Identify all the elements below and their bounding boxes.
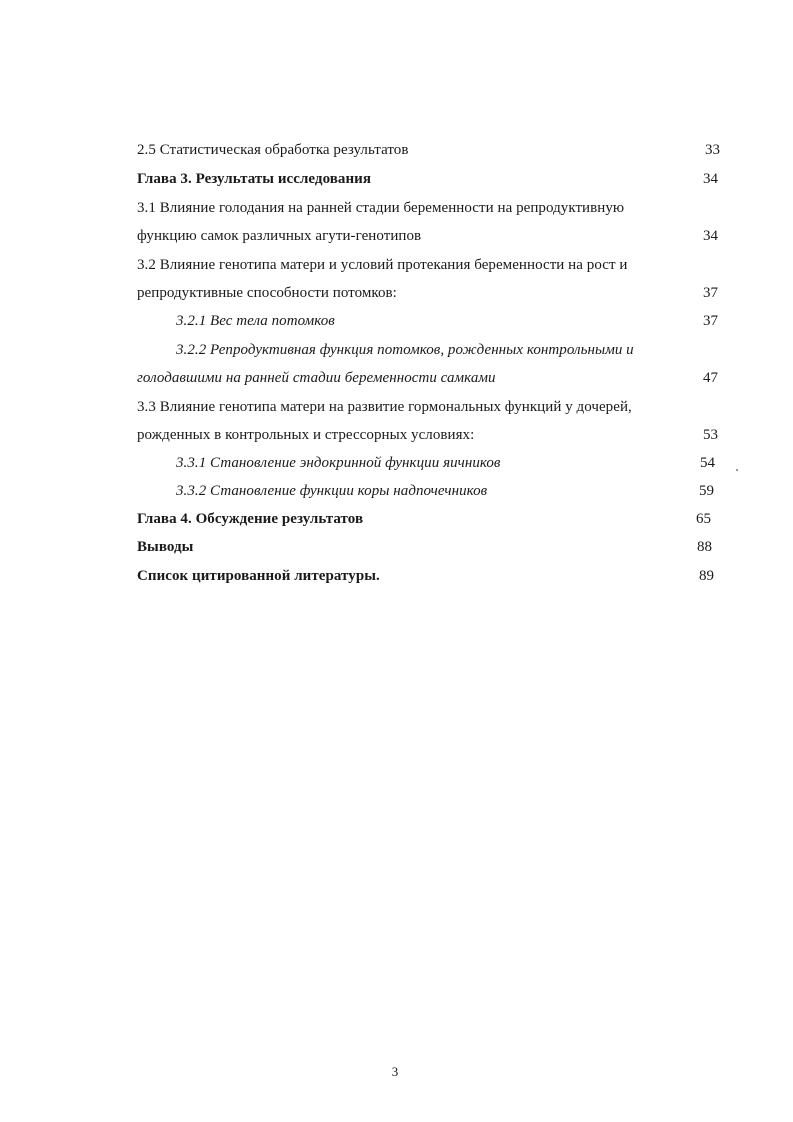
scan-dust-mark xyxy=(736,469,738,471)
toc-entry-3-3-2: 3.3.2 Становление функции коры надпочечников xyxy=(176,483,488,499)
toc-entry-3-2-line1: 3.2 Влияние генотипа матери и условий протекания беременности на рост и xyxy=(137,257,628,273)
toc-entry-3-2-1: 3.2.1 Вес тела потомков xyxy=(176,313,335,329)
toc-entry-chapter-3: Глава 3. Результаты исследования xyxy=(137,171,371,187)
toc-page-chapter-3: 34 xyxy=(703,171,718,187)
toc-entry-3-1-line1: 3.1 Влияние голодания на ранней стадии беременности на репродуктивную xyxy=(137,200,625,216)
toc-page-3-3-1: 54 xyxy=(700,455,715,471)
toc-entry-conclusions: Выводы xyxy=(137,539,194,555)
toc-entry-references: Список цитированной литературы. xyxy=(137,568,380,584)
toc-page-3-3-2: 59 xyxy=(699,483,714,499)
toc-entry-3-1-line2: функцию самок различных агути-генотипов xyxy=(137,228,422,244)
toc-page-chapter-4: 65 xyxy=(696,511,711,527)
toc-entry-3-2-2-line1: 3.2.2 Репродуктивная функция потомков, рожденных контрольными и xyxy=(176,342,634,358)
toc-entry-2-5: 2.5 Статистическая обработка результатов xyxy=(137,142,409,158)
toc-entry-chapter-4: Глава 4. Обсуждение результатов xyxy=(137,511,364,527)
toc-entry-3-3-line2: рожденных в контрольных и стрессорных условиях: xyxy=(137,427,475,443)
toc-entry-3-3-1: 3.3.1 Становление эндокринной функции яичников xyxy=(176,455,501,471)
page-number: 3 xyxy=(391,1064,399,1079)
toc-page-3-2-2: 47 xyxy=(703,370,718,386)
toc-entry-3-2-2-line2: голодавшими на ранней стадии беременности самками xyxy=(137,370,496,386)
toc-page-references: 89 xyxy=(699,568,714,584)
toc-entry-3-2-line2: репродуктивные способности потомков: xyxy=(137,285,397,301)
toc-page-3-1: 34 xyxy=(703,228,718,244)
toc-page-conclusions: 88 xyxy=(697,539,712,555)
toc-page-3-3: 53 xyxy=(703,427,718,443)
toc-entry-3-3-line1: 3.3 Влияние генотипа матери на развитие гормональных функций у дочерей, xyxy=(137,399,632,415)
toc-page-2-5: 33 xyxy=(705,142,720,158)
toc-page-3-2-1: 37 xyxy=(703,313,718,329)
toc-page-3-2: 37 xyxy=(703,285,718,301)
